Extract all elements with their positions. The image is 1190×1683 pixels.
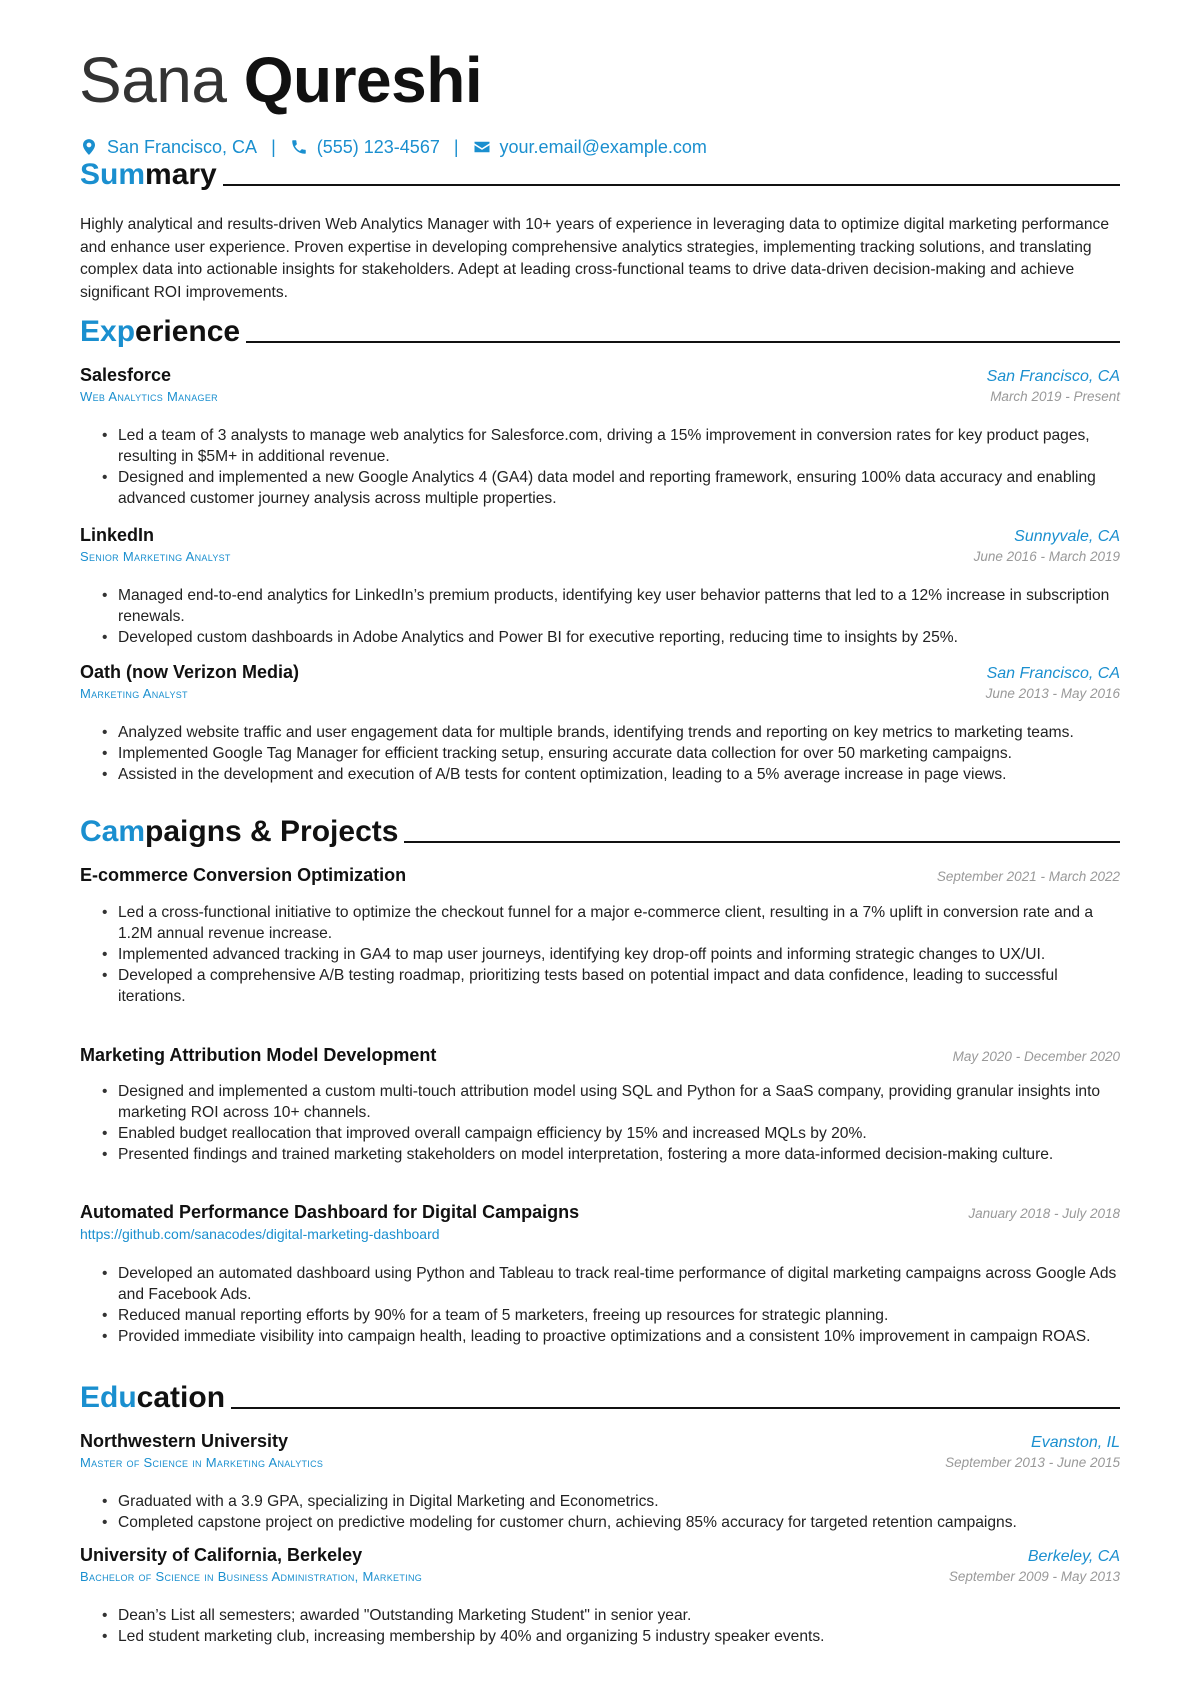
experience-title: Experience bbox=[80, 315, 241, 348]
bullet-item: • Graduated with a 3.9 GPA, specializing in Digital Marketing and Econometrics. bbox=[80, 1491, 1120, 1512]
bullet-item: • Assisted in the development and execution of A/B tests for content optimization, leading to a 5% average increase in page views. bbox=[80, 764, 1120, 785]
bullet-item: • Led student marketing club, increasing membership by 40% and organizing 5 industry speaker events. bbox=[80, 1626, 1120, 1647]
contact-separator: | bbox=[453, 136, 459, 157]
school-location: Evanston, IL bbox=[1031, 1434, 1120, 1451]
location-contact bbox=[80, 137, 257, 158]
last-name: Qureshi bbox=[243, 44, 483, 116]
school-dates: September 2013 - June 2015 bbox=[945, 1455, 1120, 1470]
map-pin-icon bbox=[80, 138, 98, 156]
company-name: Salesforce bbox=[80, 365, 172, 385]
project-name: E-commerce Conversion Optimization bbox=[80, 865, 407, 885]
project-name: Automated Performance Dashboard for Digital Campaigns bbox=[80, 1202, 580, 1222]
bullet-item: • Provided immediate visibility into campaign health, leading to proactive optimizations and a consistent 10% improvement in campaign ROAS. bbox=[80, 1326, 1120, 1347]
contact-separator: | bbox=[271, 136, 276, 157]
project-bullets bbox=[80, 902, 1120, 1007]
bullet-item: • Dean’s List all semesters; awarded "Outstanding Marketing Student" in senior year. bbox=[80, 1605, 1120, 1626]
first-name: Sana bbox=[79, 44, 227, 116]
project-link[interactable]: https://github.com/sanacodes/digital-marketing-dashboard bbox=[80, 1226, 440, 1242]
project-entry bbox=[80, 865, 1120, 886]
section-divider bbox=[404, 841, 1120, 843]
bullet-item: • Designed and implemented a custom multi-touch attribution model using SQL and Python for a SaaS company, providing granular insights into marketing ROI across 10+ channels. bbox=[80, 1081, 1120, 1123]
email-text: your.email@example.com bbox=[499, 136, 707, 157]
phone-contact[interactable] bbox=[290, 137, 440, 158]
project-entry bbox=[80, 1202, 1120, 1242]
project-dates: January 2018 - July 2018 bbox=[968, 1206, 1120, 1221]
project-name: Marketing Attribution Model Development bbox=[80, 1045, 437, 1065]
school-dates: September 2009 - May 2013 bbox=[948, 1569, 1120, 1584]
school-location: Berkeley, CA bbox=[1027, 1548, 1120, 1565]
job-entry bbox=[80, 365, 1120, 404]
company-name: Oath (now Verizon Media) bbox=[80, 662, 300, 682]
bullet-item: • Developed custom dashboards in Adobe Analytics and Power BI for executive reporting, reducing time to insights by 25%. bbox=[80, 627, 1120, 648]
bullet-item: • Led a team of 3 analysts to manage web analytics for Salesforce.com, driving a 15% improvement in conversion rates for key product pages, resulting in $5M+ in additional revenue. bbox=[80, 425, 1120, 467]
bullet-item: • Developed an automated dashboard using Python and Tableau to track real-time performance of digital marketing campaigns across Google Ads and Facebook Ads. bbox=[80, 1263, 1120, 1305]
projects-section-header bbox=[80, 814, 1120, 850]
experience-section-header bbox=[80, 314, 1120, 350]
section-divider bbox=[231, 1407, 1120, 1409]
job-role: Senior Marketing Analyst bbox=[80, 549, 231, 564]
education-title: Education bbox=[80, 1381, 226, 1414]
phone-icon bbox=[290, 138, 308, 156]
project-dates: September 2021 - March 2022 bbox=[936, 869, 1120, 884]
candidate-name bbox=[79, 40, 482, 120]
bullet-item: • Completed capstone project on predictive modeling for customer churn, achieving 85% accuracy for targeted retention campaigns. bbox=[80, 1512, 1120, 1533]
bullet-item: • Implemented advanced tracking in GA4 to map user journeys, identifying key drop-off points and informing strategic changes to UX/UI. bbox=[80, 944, 1120, 965]
projects-title: Campaigns & Projects bbox=[80, 815, 399, 848]
job-dates: June 2016 - March 2019 bbox=[973, 549, 1120, 564]
summary-title: Summary bbox=[80, 158, 217, 191]
school-name: Northwestern University bbox=[80, 1431, 289, 1451]
job-dates: June 2013 - May 2016 bbox=[985, 686, 1120, 701]
email-contact[interactable] bbox=[473, 137, 707, 158]
school-name: University of California, Berkeley bbox=[80, 1545, 363, 1565]
job-role: Marketing Analyst bbox=[80, 686, 188, 701]
school-entry bbox=[80, 1431, 1120, 1470]
phone-text: (555) 123-4567 bbox=[316, 136, 440, 157]
job-location: San Francisco, CA bbox=[986, 665, 1120, 682]
job-location: Sunnyvale, CA bbox=[1014, 528, 1120, 545]
job-entry bbox=[80, 662, 1120, 701]
job-role: Web Analytics Manager bbox=[80, 389, 218, 404]
degree-name: Master of Science in Marketing Analytics bbox=[80, 1455, 324, 1470]
project-bullets bbox=[80, 1081, 1120, 1165]
job-entry bbox=[80, 525, 1120, 564]
education-section-header bbox=[80, 1380, 1120, 1416]
project-dates: May 2020 - December 2020 bbox=[952, 1049, 1120, 1064]
company-name: LinkedIn bbox=[80, 525, 155, 545]
job-dates: March 2019 - Present bbox=[990, 389, 1120, 404]
bullet-item: • Designed and implemented a new Google Analytics 4 (GA4) data model and reporting framework, ensuring 100% data accuracy and enabling advanced customer journey analysis across multiple properties. bbox=[80, 467, 1120, 509]
project-bullets bbox=[80, 1263, 1120, 1347]
bullet-item: • Presented findings and trained marketing stakeholders on model interpretation, fostering a more data-informed decision-making culture. bbox=[80, 1144, 1120, 1165]
school-entry bbox=[80, 1545, 1120, 1584]
bullet-item: • Enabled budget reallocation that improved overall campaign efficiency by 15% and increased MQLs by 20%. bbox=[80, 1123, 1120, 1144]
job-bullets bbox=[80, 425, 1120, 509]
section-divider bbox=[246, 341, 1120, 343]
bullet-item: • Developed a comprehensive A/B testing roadmap, prioritizing tests based on potential impact and data confidence, leading to successful iterations. bbox=[80, 965, 1120, 1007]
job-location: San Francisco, CA bbox=[986, 368, 1120, 385]
bullet-item: • Managed end-to-end analytics for LinkedIn’s premium products, identifying key user behavior patterns that led to a 12% increase in subscription renewals. bbox=[80, 585, 1120, 627]
school-bullets bbox=[80, 1605, 1120, 1647]
bullet-item: • Implemented Google Tag Manager for efficient tracking setup, ensuring accurate data collection for over 50 marketing campaigns. bbox=[80, 743, 1120, 764]
location-text: San Francisco, CA bbox=[107, 136, 258, 157]
envelope-icon bbox=[473, 138, 491, 156]
project-entry bbox=[80, 1045, 1120, 1066]
school-bullets bbox=[80, 1491, 1120, 1533]
bullet-item: • Led a cross-functional initiative to optimize the checkout funnel for a major e-commerce client, resulting in a 7% uplift in conversion rate and a 1.2M annual revenue increase. bbox=[80, 902, 1120, 944]
summary-text: Highly analytical and results-driven Web Analytics Manager with 10+ years of experience in leveraging data to optimize digital marketing performance and enhance user experience. Proven expertise in developing comprehensive analytics strategies, implementing tracking solutions, and translating complex data into actionable insights for stakeholders. Adept at leading cross-functional teams to drive data-driven decision-making and achieve significant ROI improvements. bbox=[80, 216, 1109, 301]
bullet-item: • Reduced manual reporting efforts by 90% for a team of 5 marketers, freeing up resources for strategic planning. bbox=[80, 1305, 1120, 1326]
job-bullets bbox=[80, 722, 1120, 785]
job-bullets bbox=[80, 585, 1120, 648]
degree-name: Bachelor of Science in Business Administration, Marketing bbox=[80, 1569, 423, 1584]
section-divider bbox=[223, 184, 1120, 186]
summary-section-header bbox=[80, 157, 1120, 193]
bullet-item: • Analyzed website traffic and user engagement data for multiple brands, identifying trends and reporting on key metrics to marketing teams. bbox=[80, 722, 1120, 743]
